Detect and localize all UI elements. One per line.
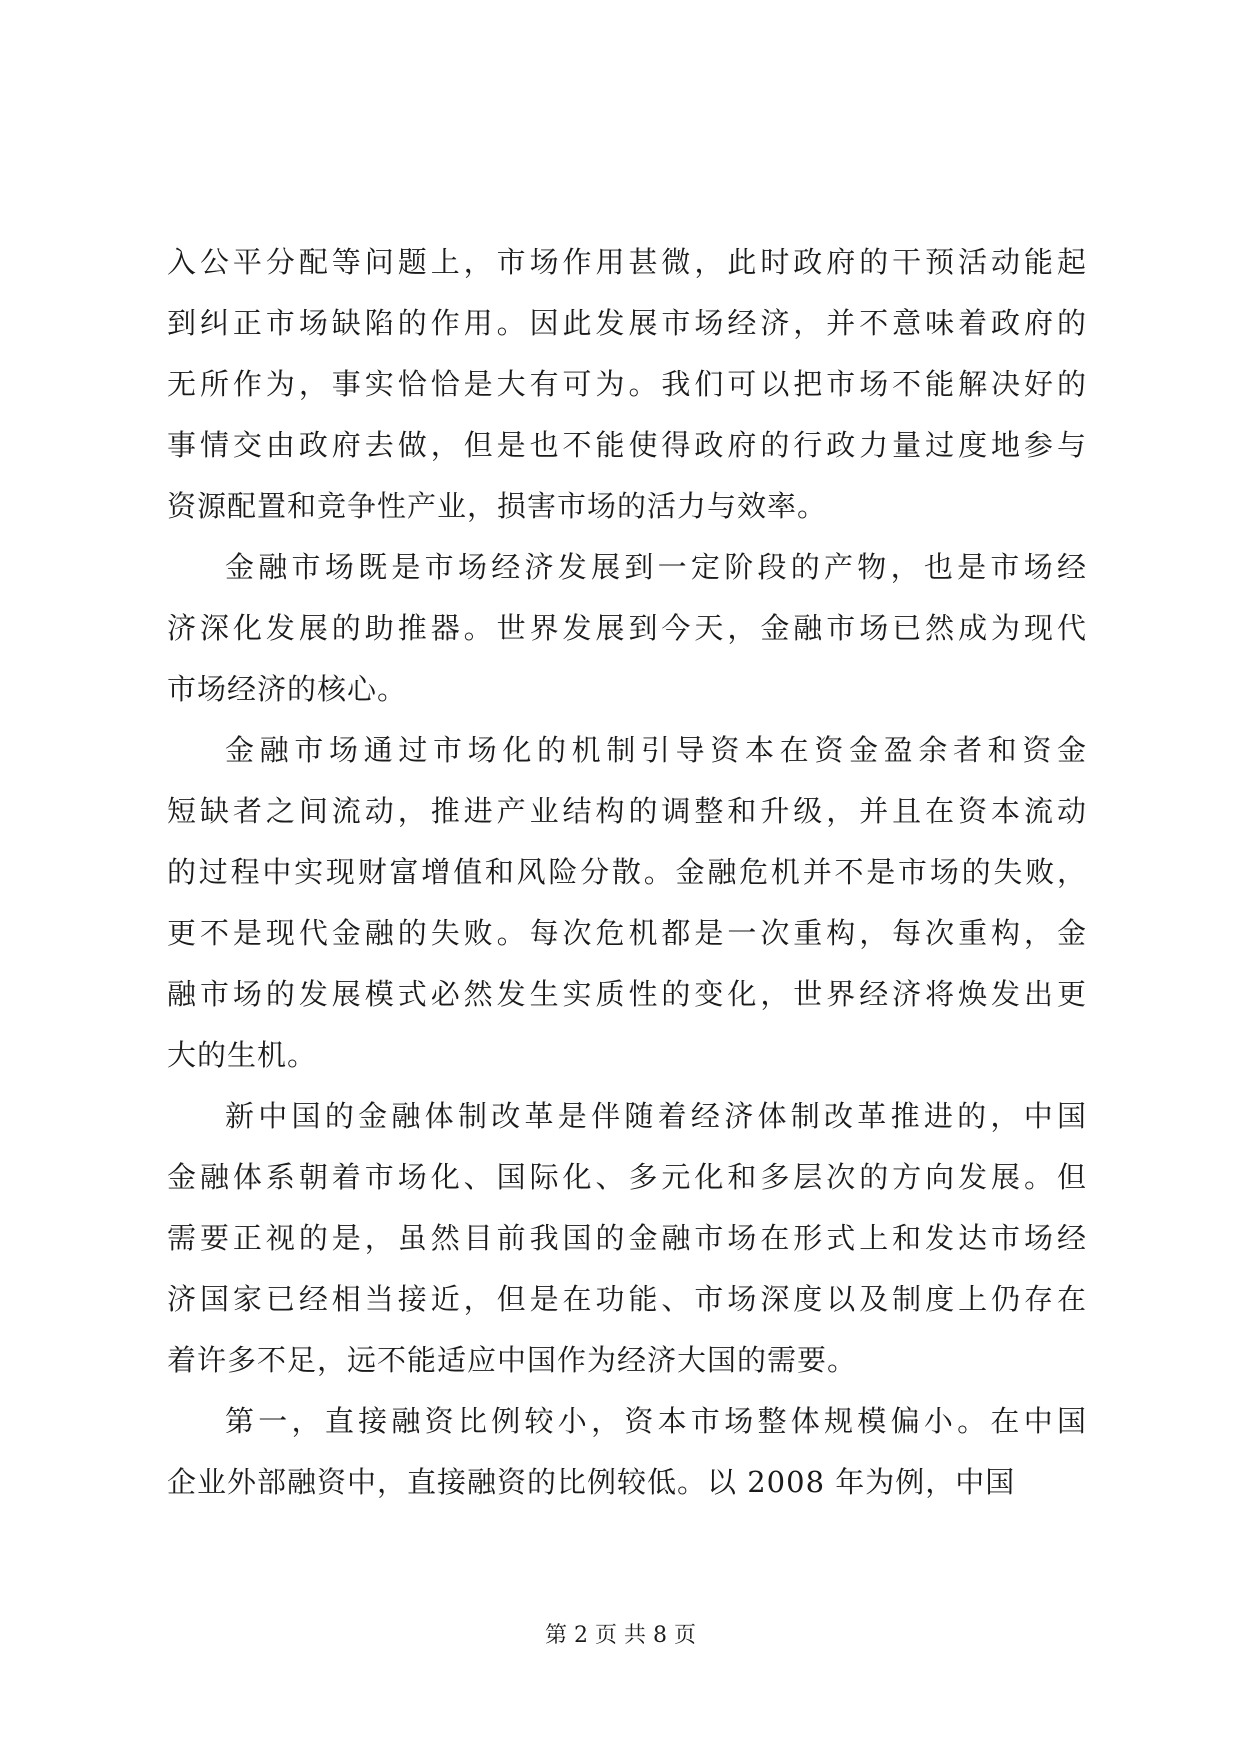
text-line: 入公平分配等问题上，市场作用甚微，此时政府的干预活动能起 [167,245,1087,279]
text-line: 第一，直接融资比例较小，资本市场整体规模偏小。在中国 [225,1404,1087,1438]
text-line: 更不是现代金融的失败。每次危机都是一次重构，每次重构，金 [167,916,1087,950]
text-line: 需要正视的是，虽然目前我国的金融市场在形式上和发达市场经 [167,1221,1087,1255]
paragraph [167,1086,1087,1391]
text-line: 金融体系朝着市场化、国际化、多元化和多层次的方向发展。但 [167,1160,1087,1194]
text-line: 无所作为，事实恰恰是大有可为。我们可以把市场不能解决好的 [167,367,1087,401]
paragraph [167,232,1087,537]
paragraph [167,720,1087,1086]
text-line: 短缺者之间流动，推进产业结构的调整和升级，并且在资本流动 [167,794,1087,828]
page-footer: 第 2 页 共 8 页 [545,1623,696,1648]
text-line: 着许多不足，远不能适应中国作为经济大国的需要。 [167,1343,858,1377]
text-line: 事情交由政府去做，但是也不能使得政府的行政力量过度地参与 [167,428,1087,462]
text-line: 企业外部融资中，直接融资的比例较低。以 2008 年为例，中国 [167,1465,1016,1499]
text-line: 金融市场通过市场化的机制引导资本在资金盈余者和资金 [225,733,1087,767]
text-line: 的过程中实现财富增值和风险分散。金融危机并不是市场的失败， [167,855,1087,889]
text-line: 济国家已经相当接近，但是在功能、市场深度以及制度上仍存在 [167,1282,1087,1316]
text-line: 金融市场既是市场经济发展到一定阶段的产物，也是市场经 [225,550,1087,584]
text-line: 济深化发展的助推器。世界发展到今天，金融市场已然成为现代 [167,611,1087,645]
text-line: 市场经济的核心。 [167,672,408,706]
text-line: 融市场的发展模式必然发生实质性的变化，世界经济将焕发出更 [167,977,1087,1011]
paragraph [167,537,1087,720]
text-line: 大的生机。 [167,1038,318,1072]
paragraph [167,1391,1087,1513]
text-line: 资源配置和竞争性产业，损害市场的活力与效率。 [167,489,828,523]
text-line: 到纠正市场缺陷的作用。因此发展市场经济，并不意味着政府的 [167,306,1087,340]
document-body [167,232,1087,1513]
text-line: 新中国的金融体制改革是伴随着经济体制改革推进的，中国 [225,1099,1087,1133]
